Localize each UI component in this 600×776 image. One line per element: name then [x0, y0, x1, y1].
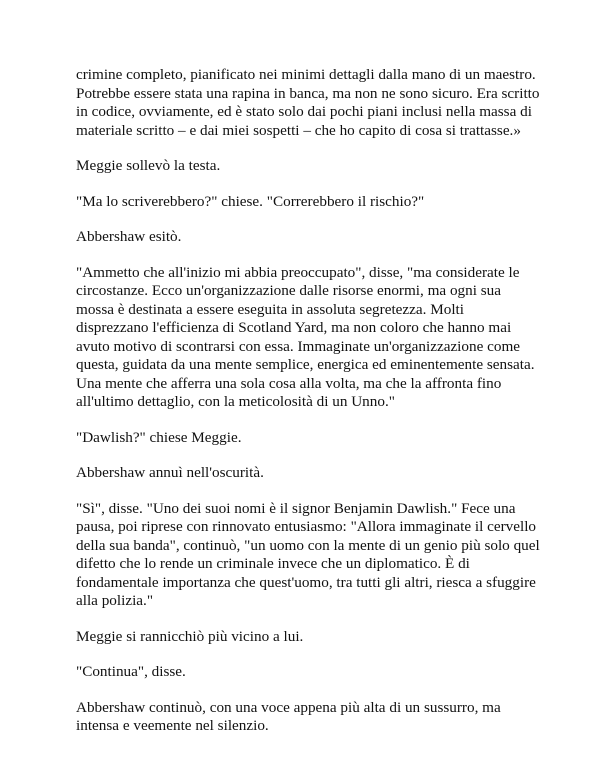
text-line: Abbershaw esitò.: [76, 228, 182, 245]
text-line: "Dawlish?" chiese Meggie.: [76, 428, 242, 446]
paragraph: [76, 699, 576, 736]
text-line: Abbershaw annuì nell'oscurità.: [76, 464, 264, 481]
text-line: difetto che lo rende un criminale invece che un diplomatico. È di: [76, 555, 470, 572]
text-line: circostanze. Ecco un'organizzazione dalle risorse enormi, ma ogni sua: [76, 282, 502, 299]
text-line: "Ma lo scriverebbero?" chiese. "Correrebbero il rischio?": [76, 192, 425, 210]
text-line: pausa, poi riprese con rinnovato entusiasmo: "Allora immaginate il cervello: [76, 518, 537, 535]
text-line: crimine completo, pianificato nei minimi dettagli dalla mano di un maestro.: [76, 66, 536, 83]
paragraph: [76, 464, 576, 483]
text-line: "Ammetto che all'inizio mi abbia preoccupato", disse, "ma considerate le: [76, 263, 520, 281]
text-line: della sua banda", continuò, "un uomo con la mente di un genio più solo quel: [76, 536, 540, 554]
text-line: Meggie sollevò la testa.: [76, 157, 221, 174]
text-line: Meggie si rannicchiò più vicino a lui.: [76, 627, 304, 645]
text-line: questa, guidata da una mente semplice, energica ed eminentemente sensata.: [76, 356, 535, 373]
text-line: "Continua", disse.: [76, 663, 186, 680]
text-line: materiale scritto – e dai miei sospetti – che ho capito di cosa si trattasse.»: [76, 121, 521, 139]
text-line: in codice, ovviamente, ed è stato solo dai pochi piani inclusi nella massa di: [76, 103, 532, 120]
text-line: Abbershaw continuò, con una voce appena più alta di un sussurro, ma: [76, 698, 501, 716]
document-page: [76, 66, 576, 753]
paragraph: [76, 228, 576, 247]
text-line: disprezzano l'efficienza di Scotland Yard, ma non coloro che hanno mai: [76, 319, 512, 336]
text-line: Una mente che afferra una sola cosa alla volta, ma che la affronta fino: [76, 374, 502, 392]
paragraph: [76, 429, 576, 448]
paragraph: [76, 500, 576, 611]
text-line: alla polizia.": [76, 592, 154, 609]
paragraph: [76, 66, 576, 140]
paragraph: [76, 193, 576, 212]
text-line: Potrebbe essere stata una rapina in banca, ma non ne sono sicuro. Era scritto: [76, 84, 540, 102]
text-line: all'ultimo dettaglio, con la meticolosità di un Unno.": [76, 393, 395, 410]
text-line: mossa è destinata a essere eseguita in assoluta segretezza. Molti: [76, 300, 464, 318]
paragraph: [76, 663, 576, 682]
paragraph: [76, 628, 576, 647]
text-line: avuto motivo di scontrarsi con essa. Immaginate un'organizzazione come: [76, 337, 521, 355]
paragraph: [76, 157, 576, 176]
text-line: "Sì", disse. "Uno dei suoi nomi è il signor Benjamin Dawlish." Fece una: [76, 499, 516, 517]
text-line: fondamentale importanza che quest'uomo, tra tutti gli altri, riesca a sfuggire: [76, 573, 536, 591]
text-line: intensa e veemente nel silenzio.: [76, 717, 269, 734]
paragraph: [76, 264, 576, 412]
